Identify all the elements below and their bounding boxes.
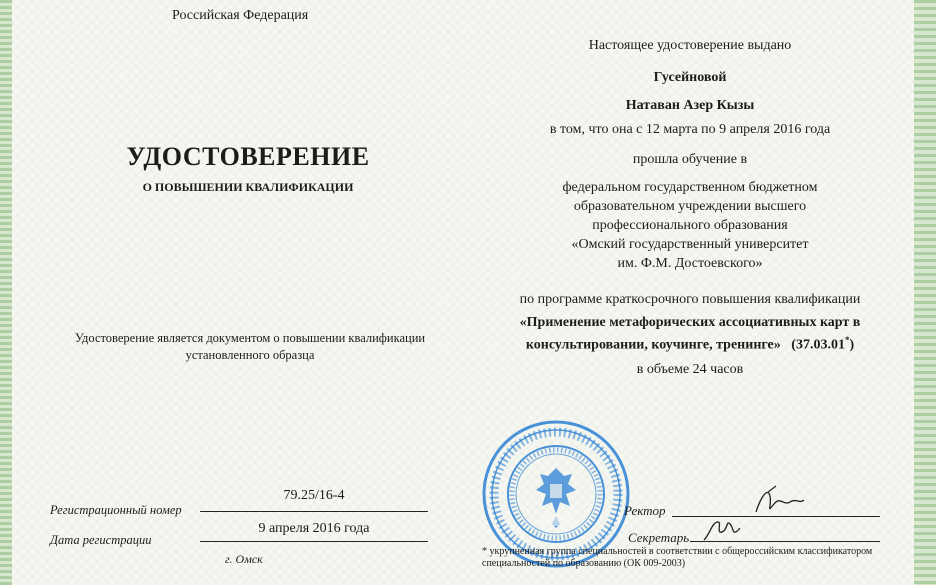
- institution-line-3: профессионального образования: [592, 218, 788, 233]
- institution-line-5: им. Ф.М. Достоевского»: [617, 256, 763, 271]
- program-code-end: ): [849, 337, 855, 353]
- training-period: в том, что она с 12 марта по 9 апреля 2016 года: [549, 122, 831, 137]
- left-decorative-border: [0, 0, 12, 585]
- registration-date-label: Дата регистрации: [50, 533, 152, 547]
- issued-intro: Настоящее удостоверение выдано: [588, 38, 792, 53]
- recipient-surname: Гусейновой: [653, 70, 727, 85]
- program-code: (37.03.01: [791, 337, 845, 353]
- registration-date-value: 9 апреля 2016 года: [258, 521, 370, 536]
- rector-signature: [748, 482, 808, 522]
- certificate-subtitle: О ПОВЫШЕНИИ КВАЛИФИКАЦИИ: [142, 180, 354, 194]
- trained-at-label: прошла обучение в: [632, 152, 748, 167]
- volume-hours: в объеме 24 часов: [636, 362, 744, 377]
- right-decorative-border: [914, 0, 936, 585]
- footnote: * укрупненная группа специальностей в соответствии с общероссийским классификатором специальностей по образованию (ОК 009-2003): [482, 546, 873, 569]
- country-label: Российская Федерация: [172, 8, 309, 23]
- institution-line-4: «Омский государственный университет: [571, 237, 809, 252]
- program-title-line-1: «Применение метафорических ассоциативных карт в: [519, 315, 861, 330]
- recipient-name: Натаван Азер Кызы: [625, 98, 755, 113]
- certificate-title: УДОСТОВЕРЕНИЕ: [126, 142, 370, 171]
- institution-line-2: образовательном учреждении высшего: [573, 199, 807, 214]
- institution-line-1: федеральном государственном бюджетном: [562, 180, 818, 195]
- program-title-text: консультировании, коучинге, тренинге»: [525, 337, 781, 353]
- program-intro: по программе краткосрочного повышения квалификации: [519, 292, 861, 307]
- city-label: г. Омск: [225, 552, 263, 566]
- registration-number-value: 79.25/16-4: [283, 488, 345, 503]
- document-note: Удостоверение является документом о повышении квалификации установленного образца: [74, 331, 426, 362]
- registration-number-line: [200, 511, 428, 512]
- program-code-mark: *: [844, 335, 850, 345]
- rector-label: Ректор: [624, 503, 666, 518]
- registration-date-line: [200, 541, 428, 542]
- program-title-line-2: [480, 335, 900, 354]
- secretary-label: Секретарь: [628, 530, 690, 545]
- secretary-signature: [700, 514, 746, 546]
- registration-number-label: Регистрационный номер: [50, 503, 182, 517]
